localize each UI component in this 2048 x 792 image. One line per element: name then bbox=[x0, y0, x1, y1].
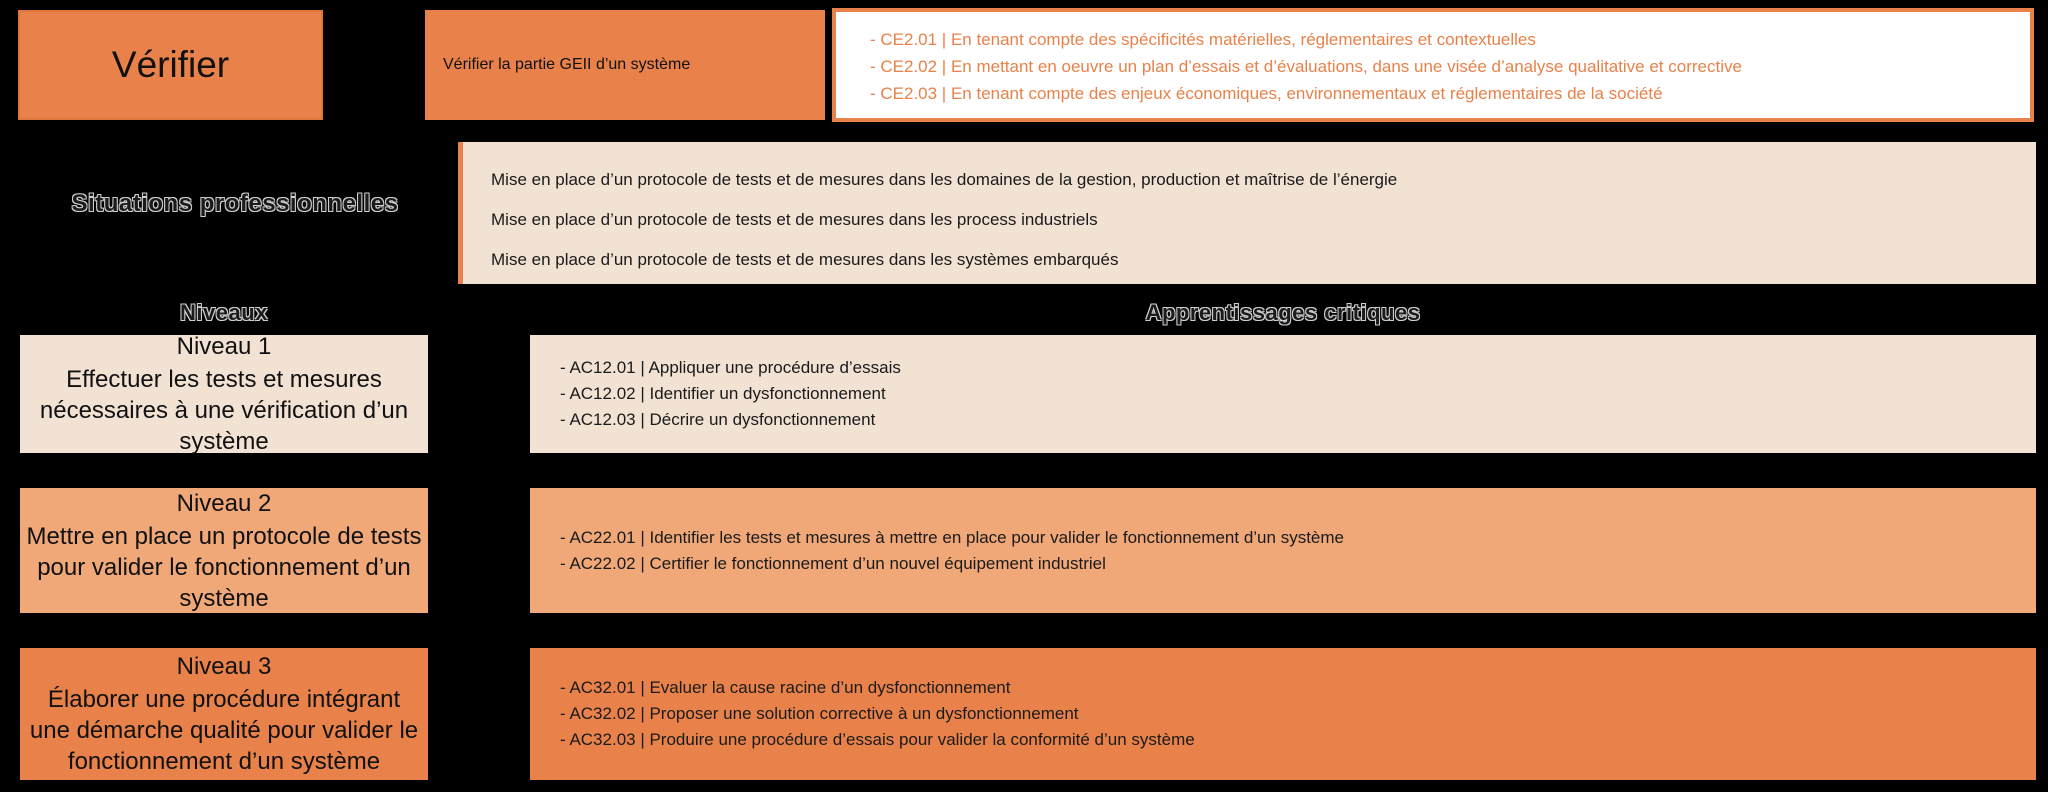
competence-component: - CE2.01 | En tenant compte des spécificités matérielles, réglementaires et contextuelles bbox=[870, 30, 1536, 49]
competence-subtitle-text: Vérifier la partie GEII d’un système bbox=[443, 56, 691, 73]
competence-component: - CE2.03 | En tenant compte des enjeux économiques, environnementaux et réglementaires de la société bbox=[870, 84, 1663, 103]
levels-column-header: Niveaux bbox=[180, 300, 268, 325]
level-2-learnings-box bbox=[530, 488, 2036, 613]
situations-box bbox=[458, 142, 2036, 284]
level-2-box bbox=[20, 488, 428, 613]
learning-item: - AC22.01 | Identifier les tests et mesures à mettre en place pour valider le fonctionnement d’un système bbox=[560, 527, 1344, 547]
level-2-description: Mettre en place un protocole de tests pour valider le fonctionnement d’un système bbox=[26, 522, 422, 612]
learning-item: - AC12.03 | Décrire un dysfonctionnement bbox=[560, 410, 876, 429]
level-1-box bbox=[20, 335, 428, 453]
competence-components-box bbox=[832, 8, 2034, 122]
learning-item: - AC32.02 | Proposer une solution corrective à un dysfonctionnement bbox=[560, 704, 1079, 723]
competence-component: - CE2.02 | En mettant en oeuvre un plan d’essais et d’évaluations, dans une visée d’analyse qualitative et corrective bbox=[870, 57, 1742, 76]
level-3-name: Niveau 3 bbox=[176, 653, 272, 680]
level-3-learnings-box bbox=[530, 648, 2036, 780]
learning-item: - AC22.02 | Certifier le fonctionnement d’un nouvel équipement industriel bbox=[560, 553, 1106, 573]
level-1-name: Niveau 1 bbox=[176, 333, 272, 360]
learning-item: - AC12.02 | Identifier un dysfonctionnement bbox=[560, 384, 886, 403]
situations-label: Situations professionnelles bbox=[71, 190, 399, 217]
learning-item: - AC32.01 | Evaluer la cause racine d’un dysfonctionnement bbox=[560, 678, 1011, 697]
level-3-box bbox=[20, 648, 428, 780]
learnings-column-header: Apprentissages critiques bbox=[1145, 300, 1421, 325]
competence-title: Vérifier bbox=[18, 10, 323, 120]
level-3-description: Élaborer une procédure intégrant une démarche qualité pour valider le fonctionnement d’un système bbox=[29, 686, 419, 775]
learning-item: - AC12.01 | Appliquer une procédure d’essais bbox=[560, 358, 901, 377]
situation-item: Mise en place d’un protocole de tests et de mesures dans les systèmes embarqués bbox=[491, 250, 1119, 269]
situation-item: Mise en place d’un protocole de tests et de mesures dans les process industriels bbox=[491, 210, 1098, 229]
level-1-description: Effectuer les tests et mesures nécessaires à une vérification d’un système bbox=[39, 366, 409, 455]
competence-subtitle bbox=[425, 10, 825, 120]
level-2-name: Niveau 2 bbox=[176, 489, 272, 517]
situation-item: Mise en place d’un protocole de tests et de mesures dans les domaines de la gestion, production et maîtrise de l’énergie bbox=[491, 170, 1398, 189]
learning-item: - AC32.03 | Produire une procédure d’essais pour valider la conformité d’un système bbox=[560, 730, 1195, 749]
level-1-learnings-box bbox=[530, 335, 2036, 453]
